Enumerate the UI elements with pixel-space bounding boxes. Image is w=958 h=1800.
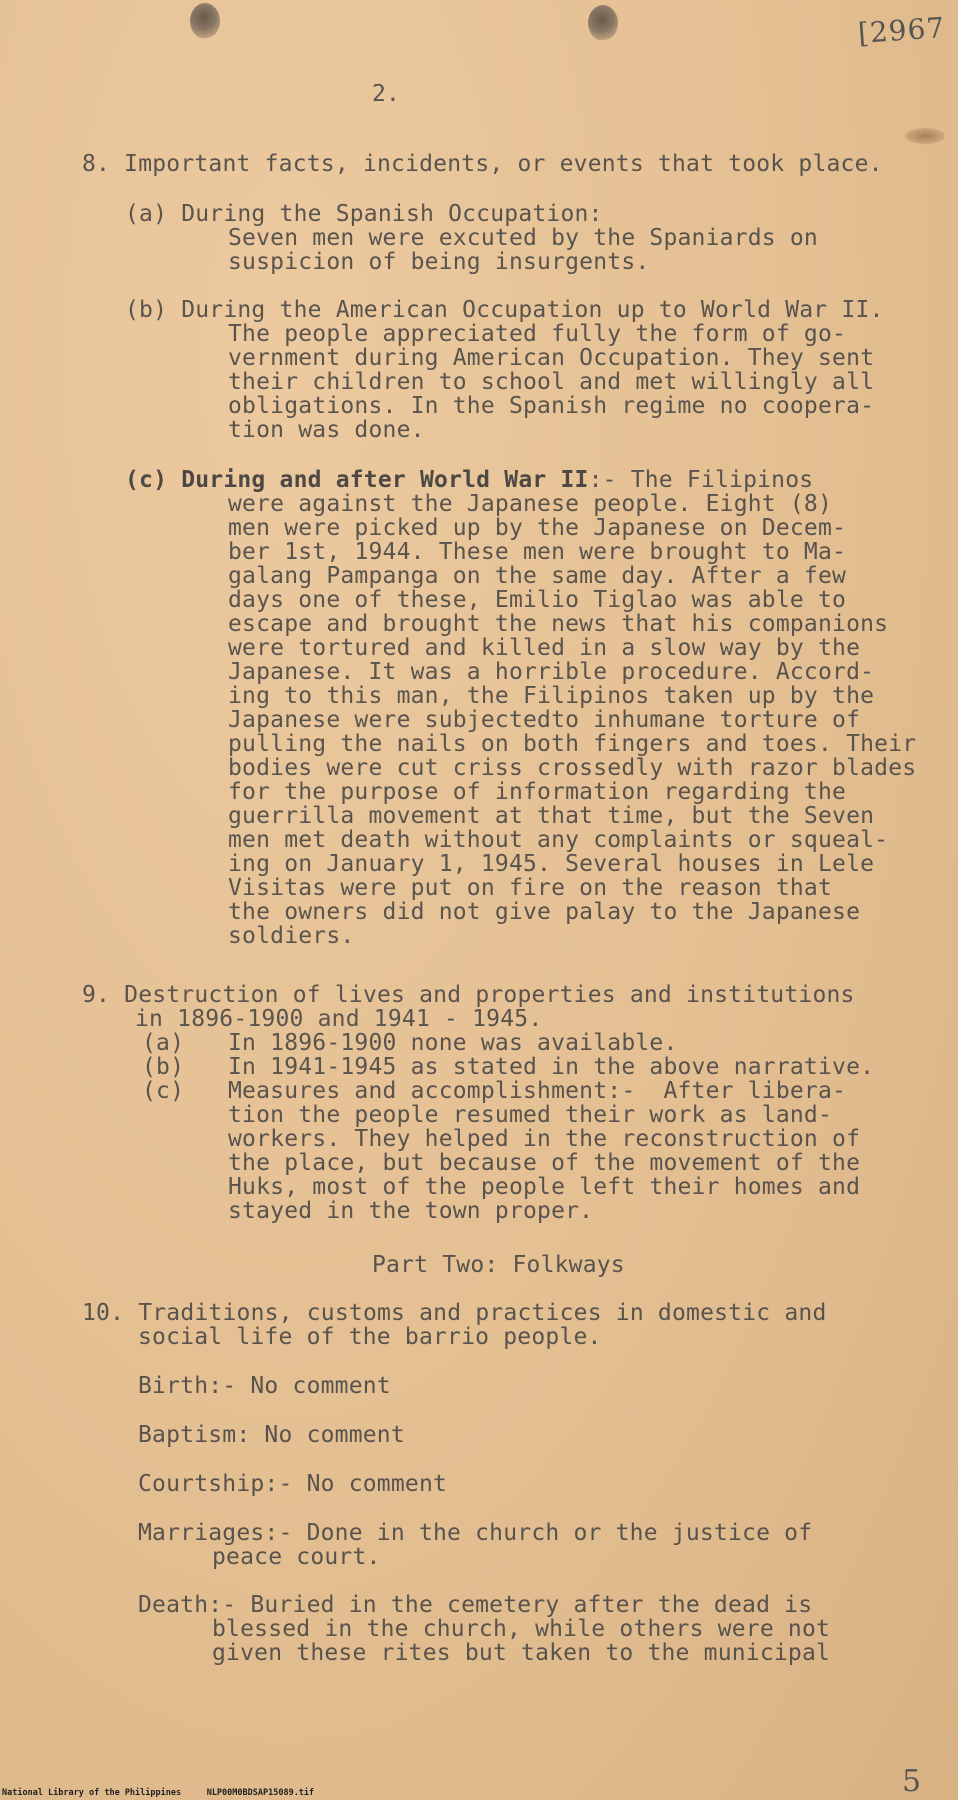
archive-mark: [2967 xyxy=(856,10,947,51)
section-8c-line: Visitas were put on fire on the reason that xyxy=(228,875,833,901)
death-entry-line: given these rites but taken to the municipal xyxy=(212,1640,831,1666)
section-9a-label: (a) xyxy=(142,1030,185,1056)
stain xyxy=(905,128,945,144)
section-9-heading-line: in 1896-1900 and 1941 - 1945. xyxy=(135,1006,543,1032)
section-8b-line: The people appreciated fully the form of go- xyxy=(228,321,847,347)
section-9c-line: Measures and accomplishment:- After libera- xyxy=(228,1078,847,1104)
section-8c-line: ing on January 1, 1945. Several houses in Lele xyxy=(228,851,875,877)
section-9c-line: tion the people resumed their work as land- xyxy=(228,1102,833,1128)
section-8c-line: soldiers. xyxy=(228,923,355,949)
baptism-entry: Baptism: No comment xyxy=(138,1422,405,1448)
punch-hole xyxy=(588,5,618,41)
section-8c-line: the owners did not give palay to the Japanese xyxy=(228,899,861,925)
section-8-heading: 8. Important facts, incidents, or events that took place. xyxy=(82,151,883,177)
section-8b-line: vernment during American Occupation. They sent xyxy=(228,345,875,371)
section-8b-heading: (b) During the American Occupation up to World War II. xyxy=(125,297,884,323)
section-8c-label: (c) During and after World War II xyxy=(125,467,589,493)
section-9c-label: (c) xyxy=(142,1078,185,1104)
section-8c-line: bodies were cut criss crossedly with razor blades xyxy=(228,755,917,781)
archive-footer: National Library of the Philippines NLP00M0BDSAP15089.tif xyxy=(2,1788,315,1798)
section-8c-line: guerrilla movement at that time, but the Seven xyxy=(228,803,875,829)
section-8a-label: (a) During the Spanish Occupation: xyxy=(125,201,603,227)
section-8c-line: Japanese. It was a horrible procedure. Accord- xyxy=(228,659,875,685)
section-8c-line: ing to this man, the Filipinos taken up by the xyxy=(228,683,875,709)
corner-mark: 5 xyxy=(902,1764,922,1799)
section-9-heading: 9. Destruction of lives and properties and institutions xyxy=(82,982,855,1008)
section-9c-line: stayed in the town proper. xyxy=(228,1198,594,1224)
part-two-heading: Part Two: Folkways xyxy=(372,1252,625,1278)
section-8c-line: days one of these, Emilio Tiglao was able to xyxy=(228,587,847,613)
section-10-heading: 10. Traditions, customs and practices in domestic and xyxy=(82,1300,827,1326)
section-9b-label: (b) xyxy=(142,1054,185,1080)
courtship-entry: Courtship:- No comment xyxy=(138,1471,448,1497)
section-9c-line: workers. They helped in the reconstruction of xyxy=(228,1126,861,1152)
section-8c-line: men met death without any complaints or squeal- xyxy=(228,827,889,853)
section-8c-line: galang Pampanga on the same day. After a few xyxy=(228,563,847,589)
section-8b-line: their children to school and met willingly all xyxy=(228,369,875,395)
death-entry-line: blessed in the church, while others were not xyxy=(212,1616,831,1642)
section-8c-line: were against the Japanese people. Eight (8) xyxy=(228,491,833,517)
section-8c-first-line xyxy=(125,468,813,493)
section-8c-line: were tortured and killed in a slow way by the xyxy=(228,635,861,661)
section-8c-intro: :- The Filipinos xyxy=(588,467,814,493)
birth-entry: Birth:- No comment xyxy=(138,1373,391,1399)
page-number: 2. xyxy=(372,81,401,107)
section-10-heading-line: social life of the barrio people. xyxy=(138,1324,602,1350)
section-8c-line: for the purpose of information regarding the xyxy=(228,779,847,805)
section-9a-text: In 1896-1900 none was available. xyxy=(228,1030,678,1056)
section-8c-line: pulling the nails on both fingers and toes. Their xyxy=(228,731,917,757)
marriages-entry-line: peace court. xyxy=(212,1544,381,1570)
section-8c-line: ber 1st, 1944. These men were brought to Ma- xyxy=(228,539,847,565)
section-8a-line: Seven men were excuted by the Spaniards on xyxy=(228,225,818,251)
section-9c-line: the place, but because of the movement of the xyxy=(228,1150,861,1176)
death-entry: Death:- Buried in the cemetery after the dead is xyxy=(138,1592,813,1618)
section-8c-line: escape and brought the news that his companions xyxy=(228,611,889,637)
section-8a-line: suspicion of being insurgents. xyxy=(228,249,650,275)
section-8b-line: tion was done. xyxy=(228,417,425,443)
marriages-entry: Marriages:- Done in the church or the justice of xyxy=(138,1520,813,1546)
section-8b-line: obligations. In the Spanish regime no coopera- xyxy=(228,393,875,419)
section-8c-line: Japanese were subjectedto inhumane torture of xyxy=(228,707,861,733)
section-9b-text: In 1941-1945 as stated in the above narrative. xyxy=(228,1054,875,1080)
section-9c-line: Huks, most of the people left their homes and xyxy=(228,1174,861,1200)
section-8c-line: men were picked up by the Japanese on Decem- xyxy=(228,515,847,541)
punch-hole xyxy=(190,3,220,39)
